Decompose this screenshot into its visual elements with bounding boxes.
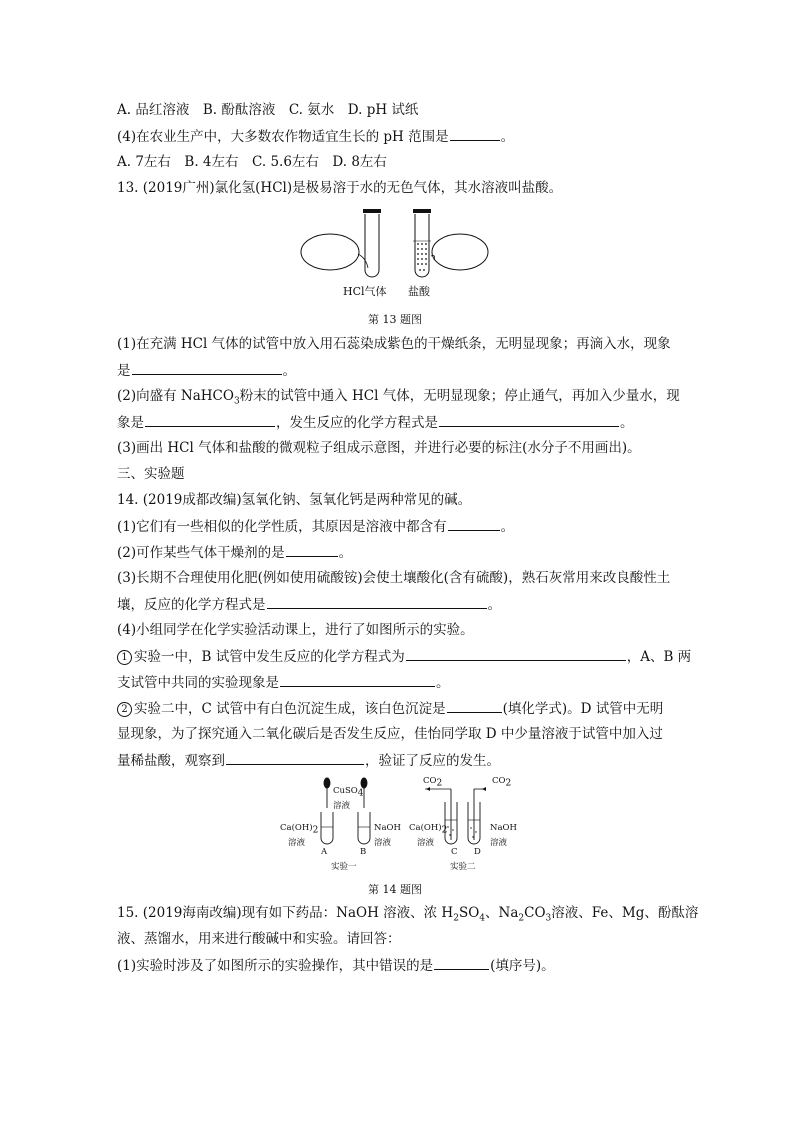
label-naoh-b: NaOH xyxy=(374,823,401,833)
section-heading: 三、实验题 xyxy=(117,466,185,482)
answer-blank[interactable] xyxy=(434,956,489,970)
q12-4-options: A. 7左右 B. 4左右 C. 5.6左右 D. 8左右 xyxy=(117,154,387,170)
q14-stem: 14. (2019成都改编)氢氧化钠、氢氧化钙是两种常见的碱。 xyxy=(117,492,472,508)
label-caoh2-c: $Ca(OH)_2$ xyxy=(409,823,448,836)
answer-blank[interactable] xyxy=(267,595,487,609)
label-c: C xyxy=(451,847,458,857)
figure-13-caption: 第 13 题图 xyxy=(368,313,422,326)
label-naoh-d: NaOH xyxy=(490,823,517,833)
dropper-a xyxy=(324,778,330,808)
label-solution-c: 溶液 xyxy=(417,838,435,848)
label-solution-b: 溶液 xyxy=(374,838,392,848)
answer-blank[interactable] xyxy=(280,673,435,687)
q13-1-cont: 是 。 xyxy=(117,363,296,379)
answer-blank[interactable] xyxy=(406,647,626,661)
q14-4-2-cont2: 量稀盐酸，观察到 ，验证了反应的发生。 xyxy=(117,753,500,769)
figure-14-caption: 第 14 题图 xyxy=(368,883,422,896)
label-cuso4: CuSO$_4$ xyxy=(333,786,364,799)
q14-4: (4)小组同学在化学实验活动课上，进行了如图所示的实验。 xyxy=(117,622,474,638)
label-experiment-2: 实验二 xyxy=(450,862,476,872)
label-hydrochloric-acid: 盐酸 xyxy=(408,285,430,298)
figure-13 xyxy=(300,204,500,304)
label-experiment-1: 实验一 xyxy=(331,862,357,872)
q14-4-1: 1 实验一中，B 试管中发生反应的化学方程式为 ，A、B 两 xyxy=(117,647,691,666)
label-solution-d: 溶液 xyxy=(490,838,508,848)
label-solution-a: 溶液 xyxy=(288,838,306,848)
q14-4-2-cont: 显现象，为了探究通入二氧化碳后是否发生反应，佳怡同学取 D 中少量溶液于试管中加入过 xyxy=(117,726,663,742)
circled-number-2: 2 xyxy=(117,702,132,717)
figure-14 xyxy=(270,772,530,872)
answer-blank[interactable] xyxy=(132,361,282,375)
label-co2-right: $CO_2$ xyxy=(492,776,512,789)
q13-3: (3)画出 HCl 气体和盐酸的微观粒子组成示意图，并进行必要的标注(水分子不用画出)。 xyxy=(117,440,641,456)
q15-stem-cont: 液、蒸馏水，用来进行酸碱中和实验。请回答： xyxy=(117,931,401,947)
q12-options-line: A. 品红溶液 B. 酚酞溶液 C. 氨水 D. pH 试纸 xyxy=(117,102,419,118)
q14-3-cont: 壤，反应的化学方程式是 。 xyxy=(117,597,501,613)
test-tube-acid xyxy=(415,214,429,277)
q15-1: (1)实验时涉及了如图所示的实验操作，其中错误的是 (填序号)。 xyxy=(117,958,555,974)
label-a: A xyxy=(321,847,328,857)
answer-blank[interactable] xyxy=(226,751,364,765)
q13-1: (1)在充满 HCl 气体的试管中放入用石蕊染成紫色的干燥纸条，无明显现象；再滴入水，现象 xyxy=(117,336,671,352)
answer-blank[interactable] xyxy=(448,517,500,531)
test-tube-b xyxy=(358,812,370,844)
label-d: D xyxy=(474,847,481,857)
label-hcl-gas: HCl气体 xyxy=(343,285,387,298)
answer-blank[interactable] xyxy=(439,413,619,427)
q12-4-question: (4)在农业生产中，大多数农作物适宜生长的 pH 范围是 。 xyxy=(117,129,515,145)
q13-stem: 13. (2019广州)氯化氢(HCl)是极易溶于水的无色气体，其水溶液叫盐酸。 xyxy=(117,180,563,196)
label-cuso4-solution: 溶液 xyxy=(333,801,351,811)
q13-2: (2)向盛有 NaHCO$_3$粉末的试管中通入 HCl 气体，无明显现象；停止通气，再加入少量水，现 xyxy=(117,388,680,407)
answer-blank[interactable] xyxy=(286,543,338,557)
q14-1: (1)它们有一些相似的化学性质，其原因是溶液中都含有 。 xyxy=(117,519,515,535)
q14-3: (3)长期不合理使用化肥(例如使用硫酸铵)会使土壤酸化(含有硫酸)，熟石灰常用来改良酸性土 xyxy=(117,570,671,586)
circled-number-1: 1 xyxy=(117,650,132,665)
q14-4-1-cont: 支试管中共同的实验现象是 。 xyxy=(117,675,450,691)
answer-blank[interactable] xyxy=(447,699,502,713)
test-tube-a xyxy=(321,812,333,844)
q14-2: (2)可作某些气体干燥剂的是 。 xyxy=(117,545,353,561)
q14-4-2: 2 实验二中，C 试管中有白色沉淀生成，该白色沉淀是 (填化学式)。D 试管中无明 xyxy=(117,699,663,718)
q15-stem: 15. (2019海南改编)现有如下药品：NaOH 溶液、浓 $H_2SO_4$、$Na_2CO_3$溶液、Fe、Mg、酚酞溶 xyxy=(117,905,699,924)
acid-bubble xyxy=(432,234,488,270)
label-b: B xyxy=(360,847,367,857)
label-caoh2-a: $Ca(OH)_2$ xyxy=(280,823,319,836)
hcl-gas-bubble xyxy=(301,234,359,270)
answer-blank[interactable] xyxy=(450,127,500,141)
test-tube-hcl xyxy=(365,214,379,277)
label-co2-left: $CO_2$ xyxy=(423,776,443,789)
answer-blank[interactable] xyxy=(145,413,275,427)
q13-2-cont: 象是 ，发生反应的化学方程式是 。 xyxy=(117,415,634,431)
